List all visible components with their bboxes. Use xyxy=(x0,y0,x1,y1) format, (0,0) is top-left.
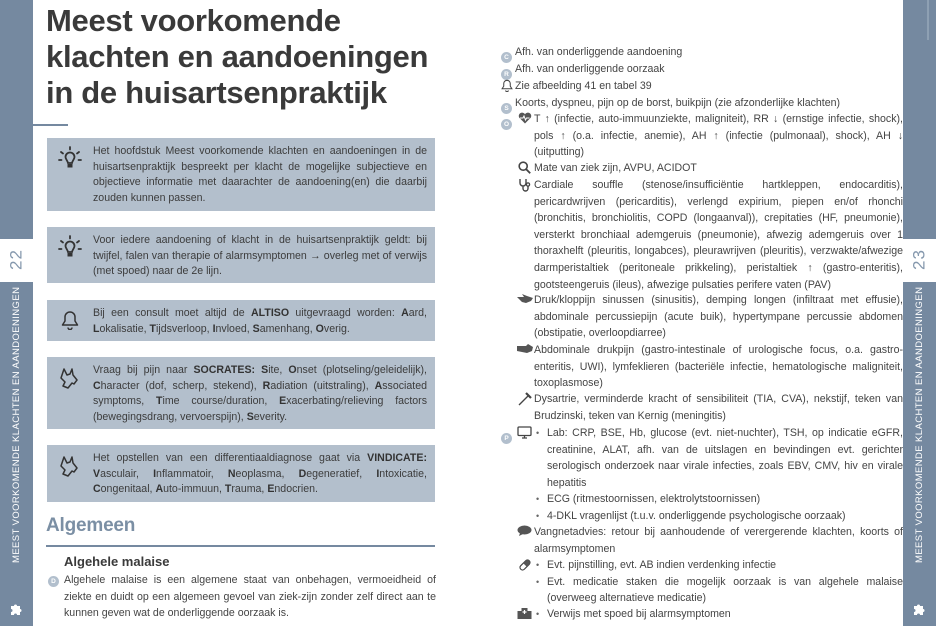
puzzle-icon xyxy=(0,602,33,619)
list-item: • Lab: CRP, BSE, Hb, glucose (evt. niet-nuchter), TSH, op indicatie eGFR, creatinine, ALAT, afh. van de uitslagen en bevindingen evt. gerichter serologisch onderzoek naar virale infecties, zoals EBV, CMV, hiv en virale hepatitis xyxy=(534,425,903,491)
row-text: Cardiale souffle (stenose/insufficiëntie hartkleppen, endocarditis), pericardwrijven (pericarditis), verlengd expirium, piepen en/of rhonchi (bronchitis, bronchiolitis, COPD (longaanval)), crepitaties (HF, pneumonie), versterkt bronchiaal ademgeruis (pneumonie), afwezig ademgeruis over 1 thoraxhelft (pleuritis, longabces), pleurawrijven (pleuritis), verzwakte/afwezige darmperistaltiek (peritoneale prikkeling), peristaltiek ↑ (gastro-enteritis), gootsteengeruis (ileus), afwezige pulsaties perifere vaten (PAV) xyxy=(534,179,903,291)
row-text: Afh. van onderliggende aandoening xyxy=(515,46,683,58)
left-margin-bar-top xyxy=(0,0,33,239)
donkey-icon xyxy=(47,357,93,391)
list-item: • ECG (ritmestoornissen, elektrolytstoornissen) xyxy=(534,491,903,508)
diagnostics-list xyxy=(534,425,903,525)
badge-s: S xyxy=(501,103,512,114)
margin-accent xyxy=(927,0,929,40)
tip-box xyxy=(47,138,435,211)
list-item: • Evt. pijnstilling, evt. AB indien verdenking infectie xyxy=(534,557,903,574)
badge-c: C xyxy=(501,52,512,63)
lightbulb-icon xyxy=(47,138,93,170)
row-text: Dysartrie, verminderde kracht of sensibiliteit (TIA, CVA), nekstijf, teken van Brudzinski, teken van Kernig (meningitis) xyxy=(534,393,903,422)
row-text: Vangnetadvies: retour bij aanhoudende of verergerende klachten, koorts of alarmsymptomen xyxy=(534,526,903,555)
list-item: • Evt. medicatie staken die mogelijk oorzaak is van algehele malaise (overweeg alternatieve medicatie) xyxy=(534,574,903,607)
badge-p: P xyxy=(501,433,512,444)
info-row-inspection xyxy=(501,160,697,177)
row-text: Afh. van onderliggende oorzaak xyxy=(515,63,665,75)
title-line: Meest voorkomende xyxy=(46,3,341,38)
pill-icon xyxy=(515,557,534,572)
info-row-percussion xyxy=(501,292,903,342)
speech-bubble-icon xyxy=(515,524,534,537)
puzzle-icon xyxy=(903,602,936,619)
plan-safety-net xyxy=(501,524,903,557)
right-margin-bar-top xyxy=(903,0,936,239)
lightbulb-icon xyxy=(47,227,93,259)
tip-text: Het hoofdstuk Meest voorkomende klachten en aandoeningen in de huisartsenpraktijk bespreekt per klacht de mogelijke subjectieve en objectieve informatie met daarachter de aandoening(en) die daarbij zouden kunnen passen. xyxy=(93,145,427,205)
title-line: klachten en aandoeningen xyxy=(46,39,429,74)
monitor-icon xyxy=(515,425,534,439)
plan-referral xyxy=(501,606,903,623)
stethoscope-icon xyxy=(515,177,534,192)
section-divider xyxy=(46,545,435,547)
bell-icon xyxy=(47,300,93,330)
row-text: Mate van ziek zijn, AVPU, ACIDOT xyxy=(534,162,697,174)
donkey-icon xyxy=(47,445,93,479)
definition-badge: D xyxy=(48,576,59,587)
tip-box xyxy=(47,357,435,429)
badge-o: O xyxy=(501,119,512,130)
plan-medication xyxy=(501,557,903,607)
chapter-title xyxy=(46,3,446,111)
list-item: • Verwijs met spoed bij alarmsymptomen xyxy=(534,606,903,623)
reflex-hammer-icon xyxy=(515,391,534,406)
page-number-left: 22 xyxy=(6,249,26,271)
percussion-hand-icon xyxy=(515,292,534,304)
magnifier-icon xyxy=(515,160,534,174)
page-number-right: 23 xyxy=(909,249,929,271)
info-row-palpation xyxy=(501,342,903,392)
tip-box xyxy=(47,300,435,341)
row-text: Zie afbeelding 41 en tabel 39 xyxy=(515,80,652,92)
plan-diagnostics xyxy=(501,425,903,525)
info-row-auscultation xyxy=(501,177,903,293)
subsection-heading: Algehele malaise xyxy=(64,554,170,569)
title-line: in de huisartsenpraktijk xyxy=(46,75,387,110)
section-heading: Algemeen xyxy=(46,515,136,536)
medication-list xyxy=(534,557,903,607)
tip-text: Vraag bij pijn naar SOCRATES: Site, Onset (plotseling/geleidelijk), Character (dof, scherp, stekend), Radiation (uitstraling), Associated symptoms, Time course/duration, Exacerbating/relieving factors (bewegingsdrang, vervoerspijn), Severity. xyxy=(93,364,427,424)
palpation-hand-icon xyxy=(515,342,534,354)
row-text: Druk/kloppijn sinussen (sinusitis), demping longen (infiltraat met effusie), abdominale percussiepijn (acute buik), hypertympane percussie abdomen (obstipatie, overloopdiarree) xyxy=(534,294,903,340)
hospital-icon xyxy=(515,606,534,619)
list-item: • 4-DKL vragenlijst (t.u.v. onderliggende psychologische oorzaak) xyxy=(534,508,903,525)
definition-text: Algehele malaise is een algemene staat van onbehagen, vermoeidheid of ziekte en duidt op een algemeen gevoel van ziek-zijn zonder zelf direct aan te kunnen geven wat de onderliggende oorzaak is. xyxy=(64,574,436,619)
title-divider xyxy=(33,124,68,126)
referral-list xyxy=(534,606,903,623)
row-text: T ↑ (infectie, auto-immuunziekte, maligniteit), RR ↓ (ernstige infectie, shock), pols ↑ (o.a. infectie, anemie), AH ↑ (infectie (pulmonaal), shock), AH ↓ (uitputting) xyxy=(534,113,903,159)
tip-box xyxy=(47,445,435,502)
tip-box xyxy=(47,227,435,283)
badge-r: R xyxy=(501,69,512,80)
tip-text: Voor iedere aandoening of klacht in de huisartsenpraktijk geldt: bij twijfel, falen van therapie of alarmsymptomen → overleg met of verwijs (met spoed) naar de 2e lijn. xyxy=(93,234,427,278)
tip-text: Het opstellen van een differentiaaldiagnose gaat via VINDICATE: Vasculair, Inflammatoir, Neoplasma, Degeneratief, Intoxicatie, Congenitaal, Auto-immuun, Trauma, Endocrien. xyxy=(93,452,427,496)
info-row-objective-vitals xyxy=(501,111,903,161)
row-text: Abdominale drukpijn (gastro-intestinale of urologische focus, o.a. gastro-enteritis, UWI), lymfeklieren (bacteriële infectie, hematologische maligniteit, toxoplasmose) xyxy=(534,344,903,390)
tip-text: Bij een consult moet altijd de ALTISO uitgevraagd worden: Aard, Lokalisatie, Tijdsverloop, Invloed, Samenhang, Overig. xyxy=(93,307,427,335)
heart-monitor-icon xyxy=(515,111,534,124)
row-text: Koorts, dyspneu, pijn op de borst, buikpijn (zie afzonderlijke klachten) xyxy=(515,97,841,109)
info-row-neurological xyxy=(501,391,903,424)
running-head-left: MEEST VOORKOMENDE KLACHTEN EN AANDOENINGEN xyxy=(11,286,22,564)
running-head-right: MEEST VOORKOMENDE KLACHTEN EN AANDOENINGEN xyxy=(914,286,925,564)
